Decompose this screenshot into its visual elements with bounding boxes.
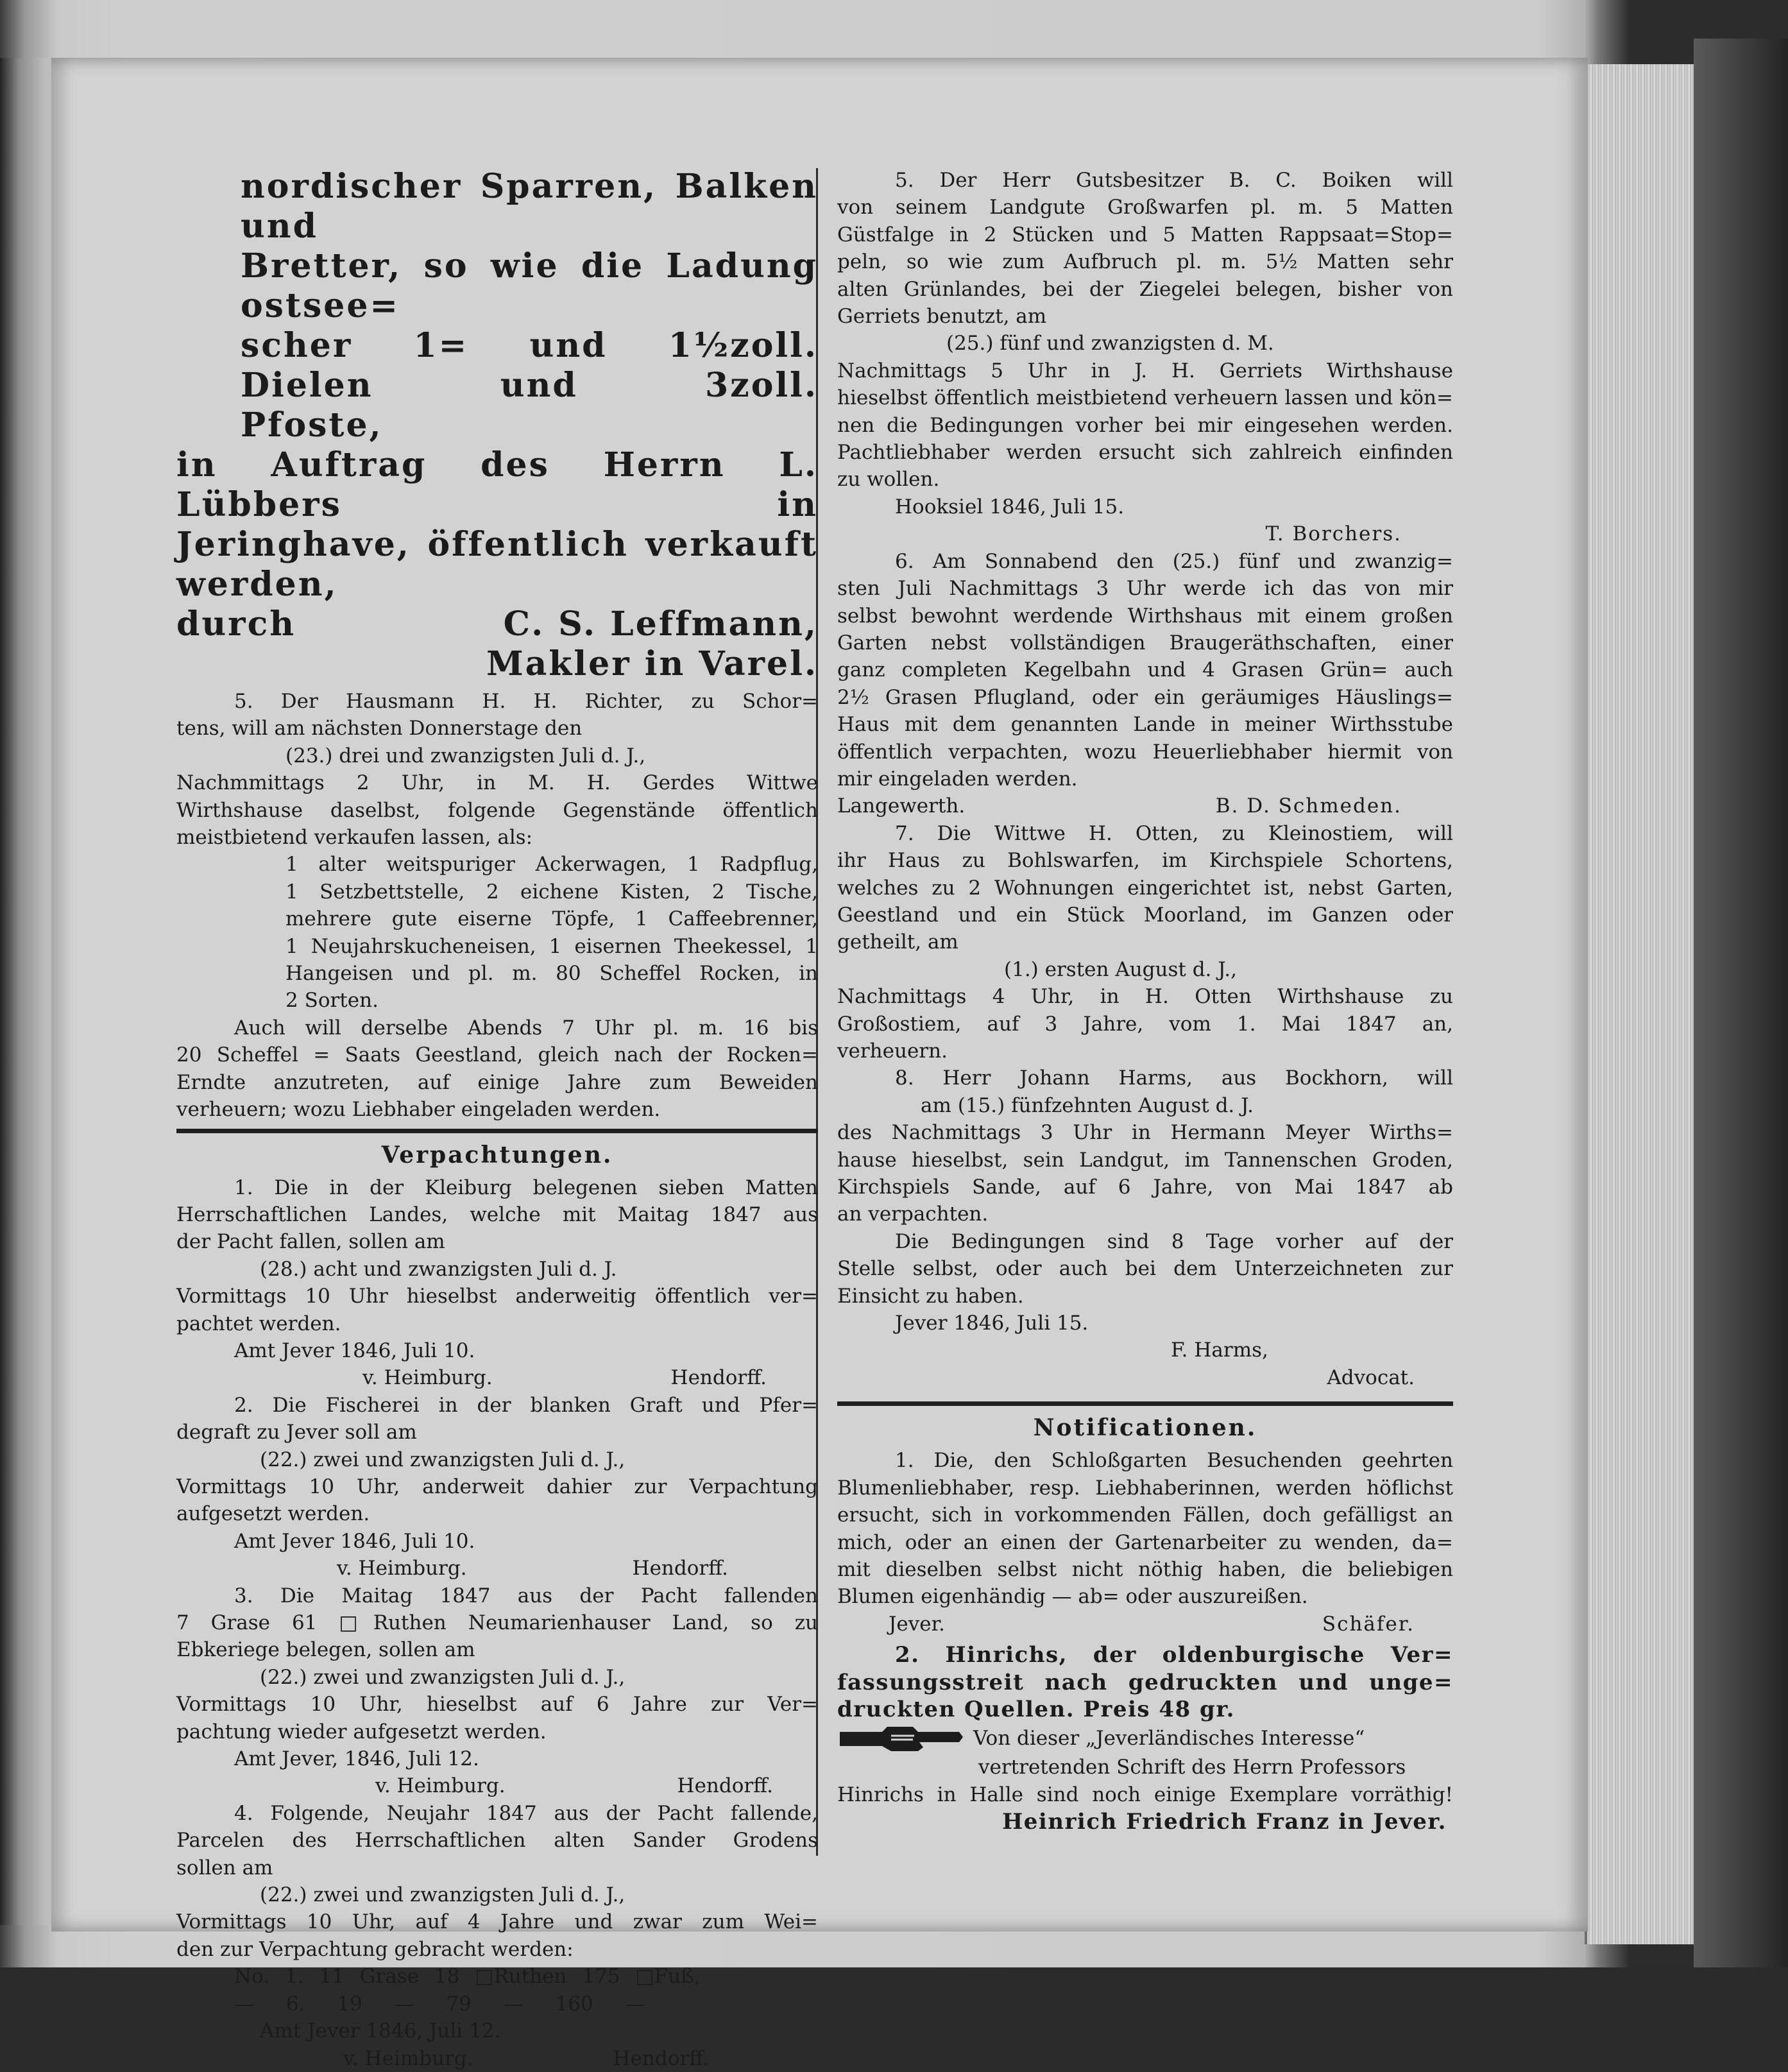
signature: F. Harms, bbox=[1171, 1339, 1268, 1362]
text-line: der Pacht fallen, sollen am bbox=[176, 1230, 445, 1254]
item-line: Hangeisen und pl. m. 80 Scheffel Rocken, in bbox=[285, 962, 818, 986]
text-line: selbst bewohnt werdende Wirthshaus mit einem großen bbox=[837, 604, 1453, 628]
auction-signature bbox=[176, 604, 818, 644]
text-line: Nachmittags 4 Uhr, in H. Otten Wirthshause zu bbox=[837, 985, 1453, 1009]
parcel-line: — 6. 19 — 79 — 160 — bbox=[234, 1992, 645, 2016]
text-line: sollen am bbox=[176, 1856, 273, 1879]
text-line: verheuern; wozu Liebhaber eingeladen werden. bbox=[176, 1098, 661, 1122]
signature: v. Heimburg. bbox=[375, 1774, 506, 1798]
heading-notificationen: Notificationen. bbox=[1033, 1414, 1257, 1442]
text-line: 1. Die, den Schloßgarten Besuchenden geehrten bbox=[895, 1449, 1453, 1473]
text-line: mir eingeladen werden. bbox=[837, 767, 1078, 791]
text-line: ersucht, sich in vorkommenden Fällen, doch gefälligst an bbox=[837, 1503, 1453, 1527]
text-line: mit dieselben selbst nicht nöthig haben, die beliebigen bbox=[837, 1557, 1453, 1581]
parcel-line: No. 1. 11 Grase 18 □Ruthen 175 □Fuß, bbox=[234, 1965, 701, 1989]
signature-line bbox=[837, 792, 1453, 819]
text-line: pachtet werden. bbox=[176, 1312, 341, 1335]
signature: Hendorff. bbox=[670, 1366, 767, 1390]
text-line: 8. Herr Johann Harms, aus Bockhorn, will bbox=[895, 1066, 1453, 1090]
text-line: welches zu 2 Wohnungen eingerichtet ist, nebst Garten, bbox=[837, 876, 1453, 900]
text-line: sten Juli Nachmittags 3 Uhr werde ich das von mir bbox=[837, 577, 1453, 601]
book-title-line: 2. Hinrichs, der oldenburgische Ver= bbox=[895, 1642, 1453, 1668]
signature: Hendorff. bbox=[632, 1557, 728, 1580]
auction-by: durch bbox=[176, 604, 296, 644]
text-line: peln, so wie zum Aufbruch pl. m. 5½ Matten sehr bbox=[837, 250, 1453, 274]
right-column bbox=[837, 167, 1453, 1836]
text-line: Gerriets benutzt, am bbox=[837, 305, 1047, 329]
text-line: Kirchspiels Sande, auf 6 Jahre, von Mai 1847 ab bbox=[837, 1176, 1453, 1199]
date-line: (25.) fünf und zwanzigsten d. M. bbox=[946, 332, 1274, 355]
signature-line bbox=[176, 1555, 818, 1582]
hand-line bbox=[837, 1723, 1453, 1754]
text-line: 6. Am Sonnabend den (25.) fünf und zwanzig= bbox=[895, 549, 1453, 573]
text-line: verheuern. bbox=[837, 1040, 948, 1063]
text-line: nen die Bedingungen vorher bei mir eingesehen werden. bbox=[837, 413, 1453, 437]
text-line: Blumen eigenhändig — ab= oder auszureißen. bbox=[837, 1585, 1308, 1609]
text-line: Erndte anzutreten, auf einige Jahre zum Beweiden bbox=[176, 1070, 818, 1094]
text-line: degraft zu Jever soll am bbox=[176, 1421, 417, 1444]
text-line: Vormittags 10 Uhr, auf 4 Jahre und zwar zum Wei= bbox=[176, 1910, 818, 1934]
auction-line: nordischer Sparren, Balken und bbox=[241, 167, 818, 246]
item-line: 1 Neujahrskucheneisen, 1 eisernen Theekessel, 1 bbox=[285, 934, 818, 958]
text-line: Wirthshause daselbst, folgende Gegenstände öffentlich bbox=[176, 798, 818, 822]
book-title-line: druckten Quellen. Preis 48 gr. bbox=[837, 1696, 1235, 1722]
lease-notice-2 bbox=[176, 1392, 818, 1582]
auction-title: Makler in Varel. bbox=[486, 644, 818, 683]
text-line: ganz completen Kegelbahn und 4 Grasen Grün= auch bbox=[837, 658, 1453, 682]
text-line: ihr Haus zu Bohlswarfen, im Kirchspiele Schortens, bbox=[837, 849, 1453, 873]
date-line: (1.) ersten August d. J., bbox=[1004, 957, 1237, 981]
signature-title: Advocat. bbox=[1327, 1366, 1415, 1389]
text-line: Geestland und ein Stück Moorland, im Ganzen oder bbox=[837, 903, 1453, 927]
signature-place: Langewerth. bbox=[837, 794, 966, 818]
text-line: hieselbst öffentlich meistbietend verheuern lassen und kön= bbox=[837, 386, 1453, 410]
auction-line: Pfoste, bbox=[241, 406, 383, 445]
text-line: 7 Grase 61 □Ruthen Neumarienhauser Land, so zu bbox=[176, 1611, 818, 1634]
left-page-edge bbox=[0, 58, 51, 1925]
date-line: (22.) zwei und zwanzigsten Juli d. J., bbox=[260, 1665, 626, 1689]
notice-5-sale bbox=[176, 688, 818, 1124]
auction-notice bbox=[176, 167, 818, 684]
item-line: 1 alter weitspuriger Ackerwagen, 1 Radpflug, bbox=[285, 853, 818, 877]
signature-line bbox=[837, 1611, 1453, 1638]
auction-line: Jeringhave, öffentlich verkauft werden, bbox=[176, 525, 818, 604]
notice-r6 bbox=[837, 548, 1453, 820]
text-line: 3. Die Maitag 1847 aus der Pacht fallenden bbox=[234, 1584, 818, 1607]
text-line: Ebkeriege belegen, sollen am bbox=[176, 1638, 475, 1662]
item-line: mehrere gute eiserne Töpfe, 1 Caffeebrenner, bbox=[285, 907, 818, 931]
text-line: 1. Die in der Kleiburg belegenen sieben Matten bbox=[234, 1176, 818, 1199]
text-line: Auch will derselbe Abends 7 Uhr pl. m. 16 bis bbox=[234, 1016, 818, 1040]
text-line: meistbietend verkaufen lassen, als: bbox=[176, 826, 533, 850]
heading-verpachtungen: Verpachtungen. bbox=[381, 1141, 613, 1169]
text-line: 20 Scheffel = Saats Geestland, gleich nach der Rocken= bbox=[176, 1043, 818, 1067]
text-line: getheilt, am bbox=[837, 930, 958, 954]
auction-line: Bretter, so wie die Ladung ostsee= bbox=[241, 246, 818, 325]
signature: v. Heimburg. bbox=[337, 1557, 467, 1580]
text-line: an verpachten. bbox=[837, 1203, 989, 1226]
text-line: vertretenden Schrift des Herrn Professors bbox=[978, 1756, 1406, 1779]
text-line: alten Grünlandes, bei der Ziegelei belegen, bisher von bbox=[837, 277, 1453, 301]
signature: B. D. Schmeden. bbox=[1215, 794, 1402, 818]
place-date-line: Jever 1846, Juli 15. bbox=[895, 1312, 1089, 1335]
notification-1 bbox=[837, 1447, 1453, 1638]
text-line: von seinem Landgute Großwarfen pl. m. 5 Matten bbox=[837, 196, 1453, 219]
item-line: 1 Setzbettstelle, 2 eichene Kisten, 2 Tische, bbox=[285, 880, 818, 903]
text-line: Vormittags 10 Uhr, hieselbst auf 6 Jahre zur Ver= bbox=[176, 1693, 818, 1717]
text-line: den zur Verpachtung gebracht werden: bbox=[176, 1937, 574, 1961]
place-date-line: Amt Jever 1846, Juli 10. bbox=[234, 1339, 475, 1362]
section-rule bbox=[837, 1401, 1453, 1406]
item-line: 2 Sorten. bbox=[285, 989, 379, 1013]
page-stack-edge bbox=[1585, 64, 1696, 1944]
section-rule bbox=[176, 1129, 818, 1133]
left-column bbox=[176, 167, 818, 2072]
book-title-line: fassungsstreit nach gedruckten und unge= bbox=[837, 1669, 1453, 1695]
text-line: Blumenliebhaber, resp. Liebhaberinnen, werden höflichst bbox=[837, 1476, 1453, 1500]
signature-line bbox=[176, 1772, 818, 1799]
signature: T. Borchers. bbox=[1265, 522, 1402, 546]
text-line: 2. Die Fischerei in der blanken Graft und Pfer= bbox=[234, 1393, 818, 1417]
text-line: Vormittags 10 Uhr, anderweit dahier zur Verpachtung bbox=[176, 1475, 818, 1498]
text-line: Großostiem, auf 3 Jahre, vom 1. Mai 1847 an, bbox=[837, 1012, 1453, 1036]
hand-text: Von dieser „Jeverländisches Interesse“ bbox=[973, 1727, 1365, 1751]
auction-line: scher 1= und 1½zoll. Dielen und 3zoll. bbox=[241, 326, 818, 405]
book-cover bbox=[1694, 39, 1788, 1967]
text-line: Nachmittags 5 Uhr in J. H. Gerriets Wirthshause bbox=[837, 359, 1453, 382]
signature: v. Heimburg. bbox=[343, 2046, 473, 2070]
text-line: Nachmmittags 2 Uhr, in M. H. Gerdes Wittwe bbox=[176, 771, 818, 795]
text-line: Hinrichs in Halle sind noch einige Exemplare vorräthig! bbox=[837, 1783, 1453, 1806]
date-line: (22.) zwei und zwanzigsten Juli d. J., bbox=[260, 1883, 626, 1907]
place-date-line: Hooksiel 1846, Juli 15. bbox=[895, 495, 1125, 518]
signature: v. Heimburg. bbox=[362, 1366, 493, 1390]
place-date-line: Amt Jever, 1846, Juli 12. bbox=[234, 1747, 479, 1771]
lease-notice-1 bbox=[176, 1174, 818, 1392]
text-line: zu wollen. bbox=[837, 468, 940, 492]
text-line: 7. Die Wittwe H. Otten, zu Kleinostiem, will bbox=[895, 821, 1453, 845]
signature-line bbox=[176, 1364, 818, 1391]
lease-notice-3 bbox=[176, 1582, 818, 1800]
text-line: Güstfalge in 2 Stücken und 5 Matten Rappsaat=Stop= bbox=[837, 223, 1453, 246]
signature-line bbox=[176, 2045, 818, 2072]
date-line: (23.) drei und zwanzigsten Juli d. J., bbox=[285, 744, 646, 767]
auction-name: C. S. Leffmann, bbox=[503, 604, 818, 644]
signature: Schäfer. bbox=[1322, 1612, 1415, 1636]
auction-line: in Auftrag des Herrn L. Lübbers in bbox=[176, 445, 818, 524]
text-line: 5. Der Herr Gutsbesitzer B. C. Boiken will bbox=[895, 169, 1453, 192]
lease-notice-4 bbox=[176, 1800, 818, 2072]
notice-r8 bbox=[837, 1065, 1453, 1391]
signature: Hendorff. bbox=[613, 2046, 709, 2070]
text-line: tens, will am nächsten Donnerstage den bbox=[176, 717, 583, 741]
text-line: pachtung wieder aufgesetzt werden. bbox=[176, 1720, 547, 1743]
text-line: Die Bedingungen sind 8 Tage vorher auf der bbox=[895, 1229, 1453, 1253]
notice-r5 bbox=[837, 167, 1453, 548]
text-line: Einsicht zu haben. bbox=[837, 1284, 1024, 1308]
text-line: Garten nebst vollständigen Braugeräthschaften, einer bbox=[837, 631, 1453, 655]
notice-r7 bbox=[837, 820, 1453, 1065]
text-line: öffentlich verpachten, wozu Heuerliebhaber hiermit von bbox=[837, 740, 1453, 764]
text-line: Parcelen des Herrschaftlichen alten Sander Grodens bbox=[176, 1829, 818, 1853]
signature-place: Jever. bbox=[889, 1612, 945, 1636]
publisher-line: Heinrich Friedrich Franz in Jever. bbox=[1002, 1809, 1447, 1835]
text-line: Haus mit dem genannten Lande in meiner Wirthsstube bbox=[837, 713, 1453, 737]
text-line: Vormittags 10 Uhr hieselbst anderweitig öffentlich ver= bbox=[176, 1285, 818, 1308]
place-date-line: Amt Jever 1846, Juli 12. bbox=[260, 2019, 501, 2043]
notification-2 bbox=[837, 1641, 1453, 1835]
pointing-hand-icon bbox=[837, 1723, 966, 1754]
date-line: (28.) acht und zwanzigsten Juli d. J. bbox=[260, 1257, 617, 1281]
place-date-line: Amt Jever 1846, Juli 10. bbox=[234, 1529, 475, 1553]
text-line: Pachtliebhaber werden ersucht sich zahlreich einfinden bbox=[837, 441, 1453, 465]
date-line: (22.) zwei und zwanzigsten Juli d. J., bbox=[260, 1448, 626, 1471]
text-line: hause hieselbst, sein Landgut, im Tannenschen Groden, bbox=[837, 1148, 1453, 1172]
text-line: Herrschaftlichen Landes, welche mit Maitag 1847 aus bbox=[176, 1203, 818, 1226]
text-line: des Nachmittags 3 Uhr in Hermann Meyer Wirths= bbox=[837, 1121, 1453, 1145]
newspaper-page bbox=[51, 58, 1588, 2070]
text-line: 4. Folgende, Neujahr 1847 aus der Pacht fallende, bbox=[234, 1801, 818, 1825]
date-line: am (15.) fünfzehnten August d. J. bbox=[921, 1093, 1254, 1117]
text-line: mich, oder an einen der Gartenarbeiter zu wenden, da= bbox=[837, 1530, 1453, 1554]
text-line: 2½ Grasen Pflugland, oder ein geräumiges Häuslings= bbox=[837, 685, 1453, 709]
text-line: 5. Der Hausmann H. H. Richter, zu Schor= bbox=[234, 690, 818, 713]
signature: Hendorff. bbox=[677, 1774, 773, 1798]
text-line: Stelle selbst, oder auch bei dem Unterzeichneten zur bbox=[837, 1257, 1453, 1281]
text-line: aufgesetzt werden. bbox=[176, 1502, 370, 1526]
